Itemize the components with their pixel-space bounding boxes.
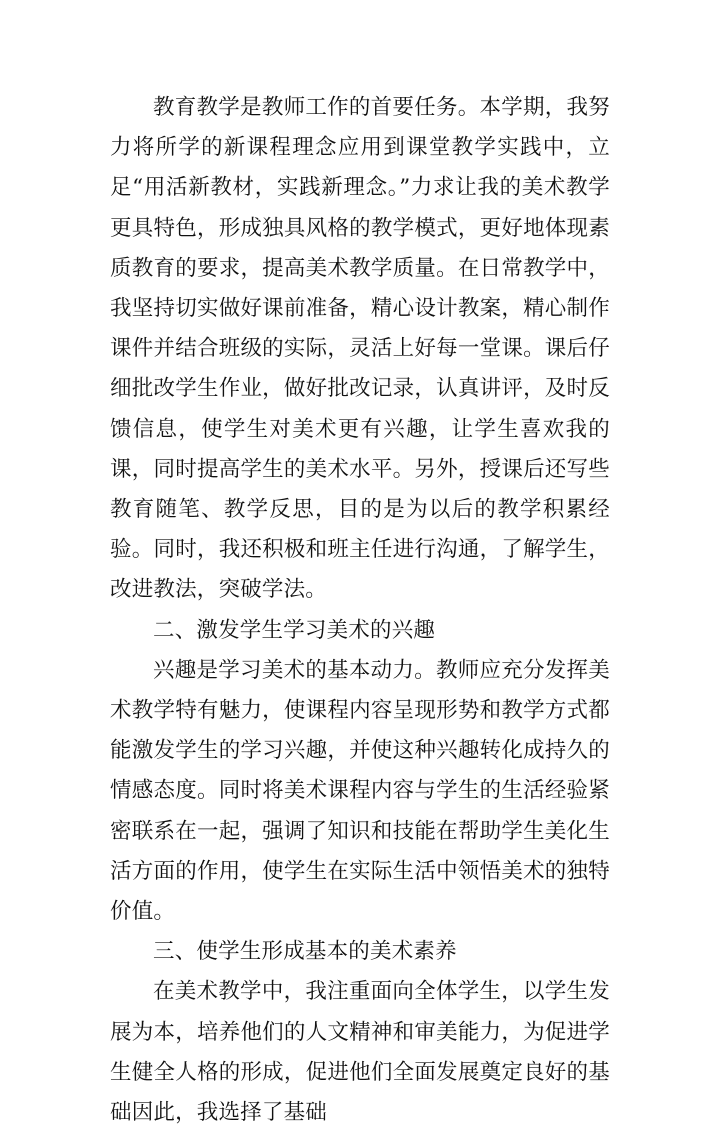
- paragraph-teaching-work: 教育教学是教师工作的首要任务。本学期，我努力将所学的新课程理念应用到课堂教学实践中，立足“用活新教材，实践新理念。”力求让我的美术教学更具特色，形成独具风格的教学模式，更好地体现素质教育的要求，提高美术教学质量。在日常教学中，我坚持切实做好课前准备，精心设计教案，精心制作课件并结合班级的实际，灵活上好每一堂课。课后仔细批改学生作业，做好批改记录，认真讲评，及时反馈信息，使学生对美术更有兴趣，让学生喜欢我的课，同时提高学生的美术水平。另外，授课后还写些教育随笔、教学反思，目的是为以后的教学积累经验。同时，我还积极和班主任进行沟通，了解学生，改进教法，突破学法。: [110, 95, 610, 603]
- section-heading-literacy: 三、使学生形成基本的美术素养: [153, 939, 457, 965]
- paragraph-literacy: 在美术教学中，我注重面向全体学生，以学生发展为本，培养他们的人文精神和审美能力，为促进学生健全人格的形成，促进他们全面发展奠定良好的基础因此，我选择了基础: [110, 979, 610, 1126]
- section-heading-interest: 二、激发学生学习美术的兴趣: [153, 617, 436, 643]
- paragraph-interest: 兴趣是学习美术的基本动力。教师应充分发挥美术教学特有魅力，使课程内容呈现形势和教学方式都能激发学生的学习兴趣，并使这种兴趣转化成持久的情感态度。同时将美术课程内容与学生的生活经验紧密联系在一起，强调了知识和技能在帮助学生美化生活方面的作用，使学生在实际生活中领悟美术的独特价值。: [110, 657, 610, 925]
- document-body: [110, 88, 610, 1133]
